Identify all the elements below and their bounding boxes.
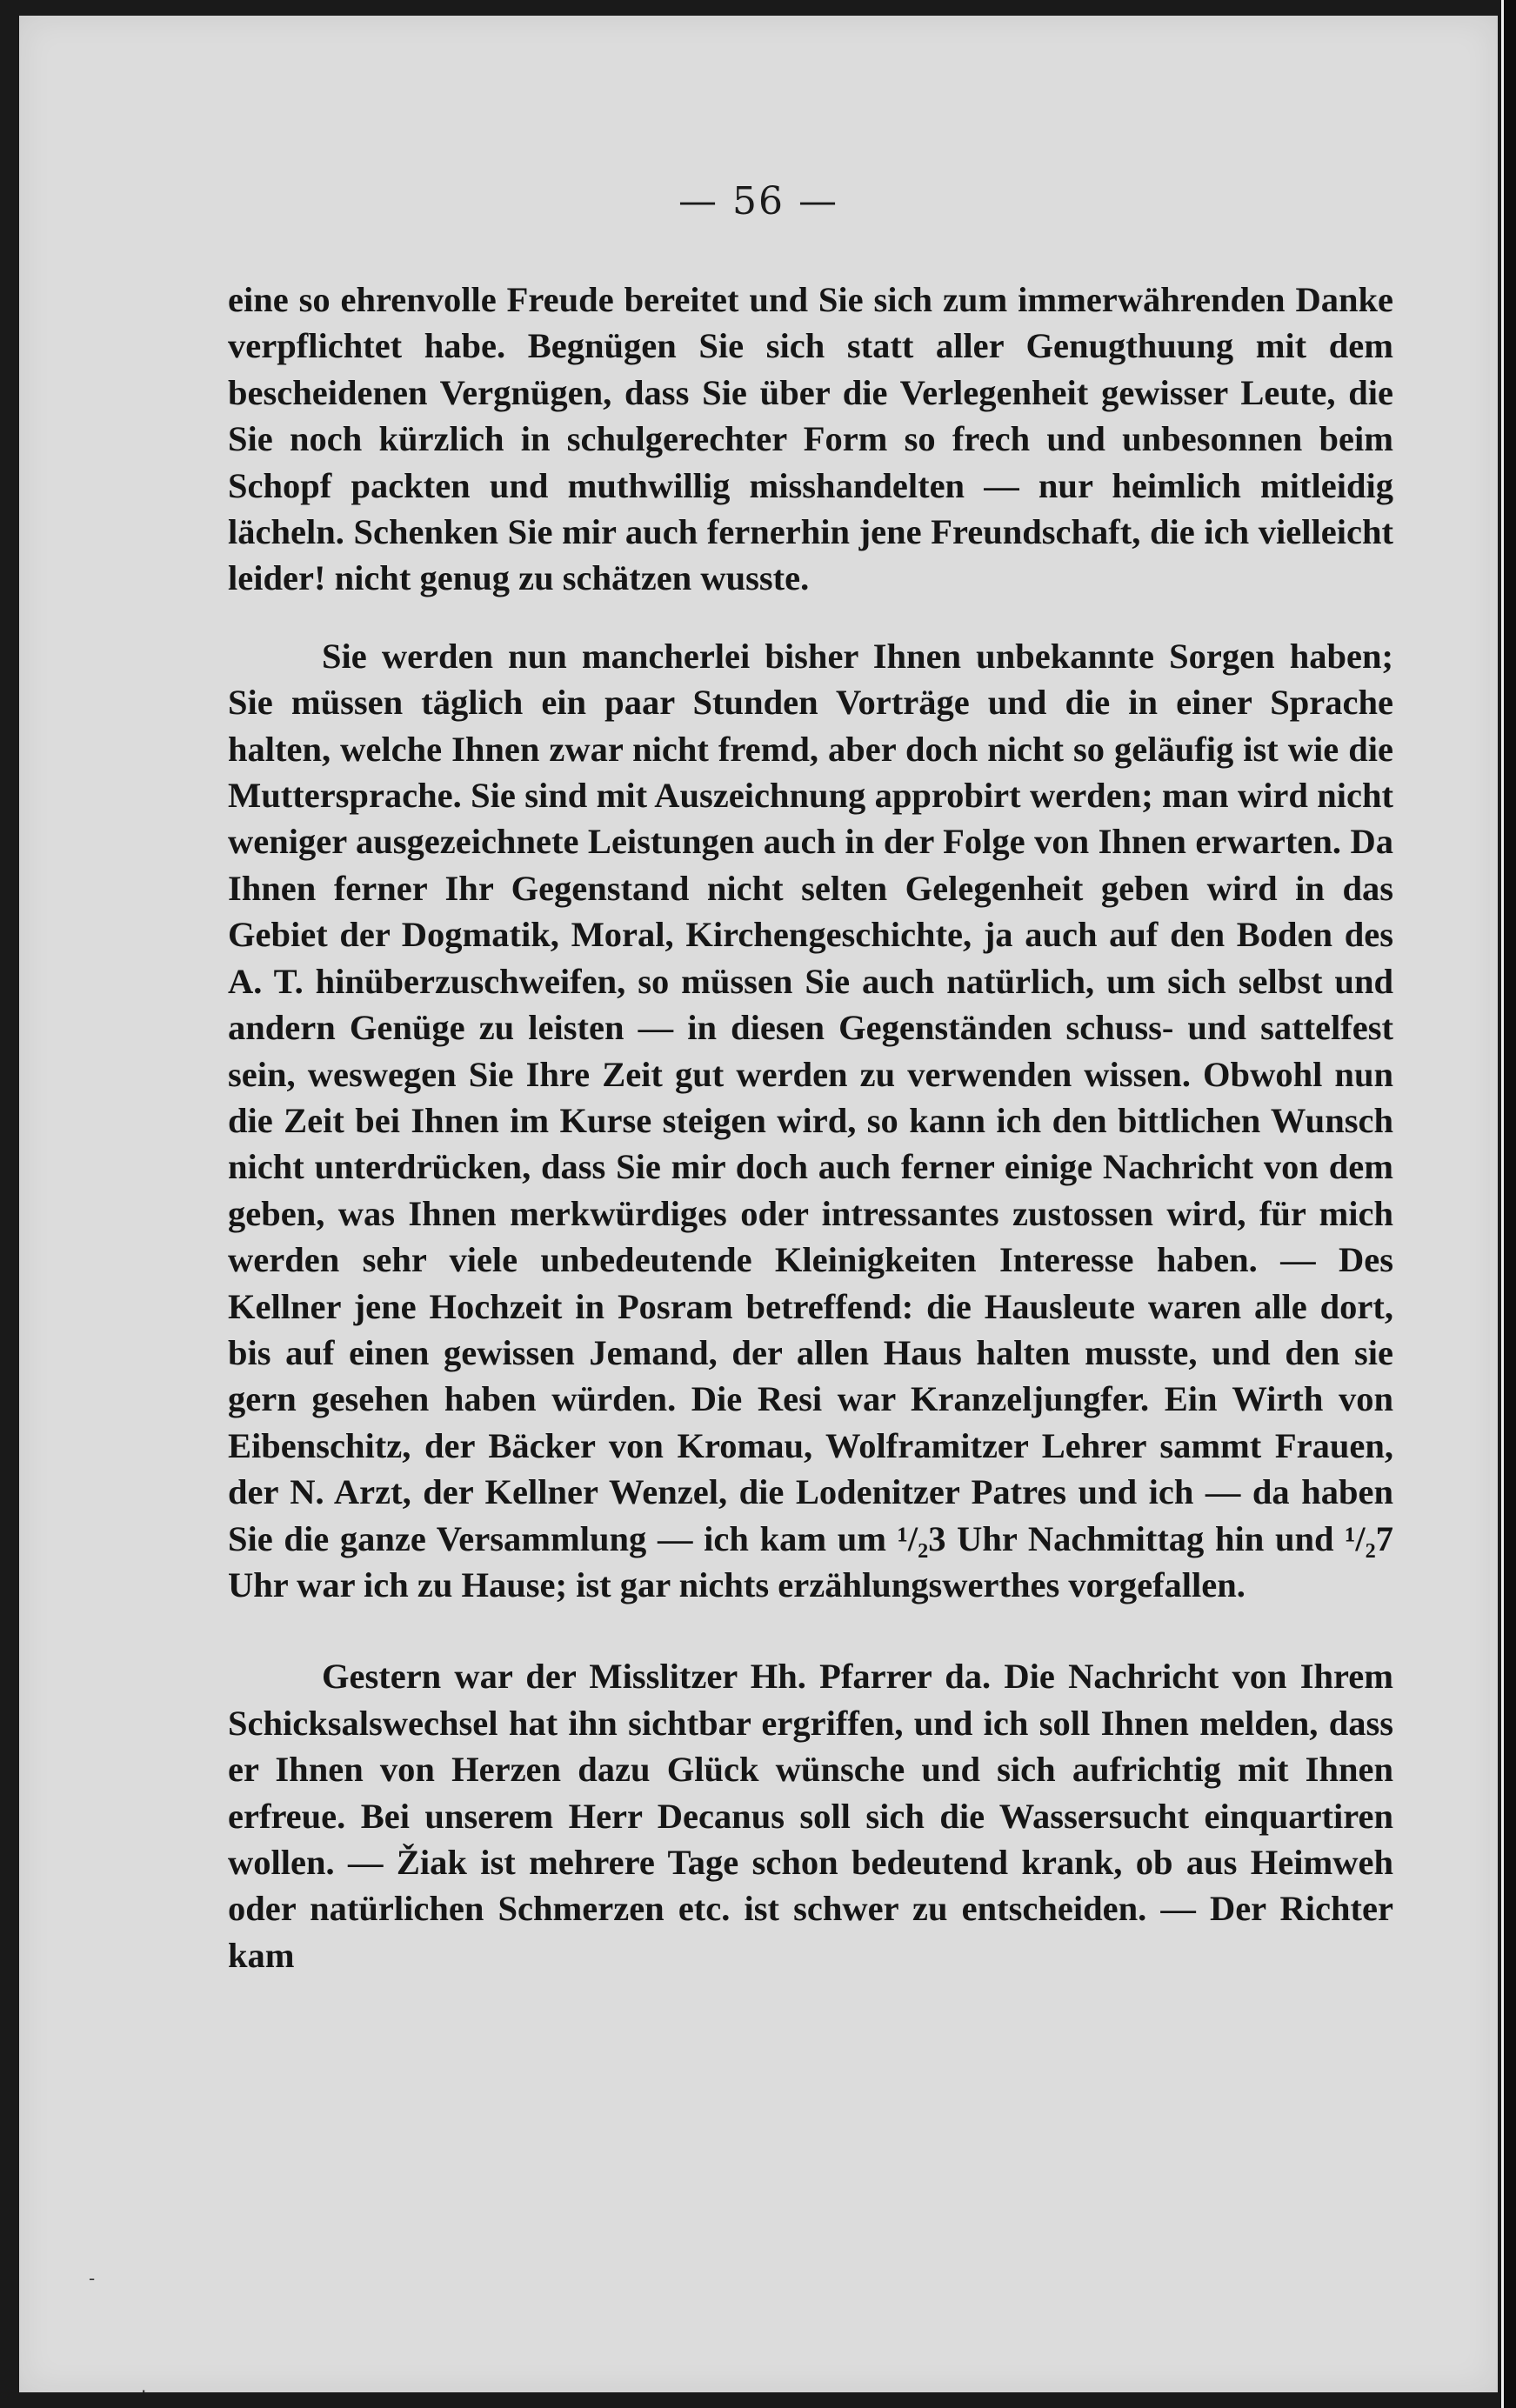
scan-edge [1501,0,1516,2408]
paragraph-2: Sie werden nun mancherlei bisher Ihnen unbekannte Sorgen haben; Sie müssen täglich ein paar Stunden Vorträge und die in einer Sprache halten, welche Ihnen zwar nicht fremd, aber doch nicht so geläufig ist wie die Muttersprache. Sie sind mit Auszeichnung approbirt werden; man wird nicht weniger ausgezeichnete Leistungen auch in der Folge von Ihnen erwarten. Da Ihnen ferner Ihr Gegenstand nicht selten Gelegenheit geben wird in das Gebiet der Dogmatik, Moral, Kirchengeschichte, ja auch auf den Boden des A. T. hinüberzuschweifen, so müssen Sie auch natürlich, um sich selbst und andern Genüge zu leisten — in diesen Gegenständen schuss- und sattelfest sein, weswegen Sie Ihre Zeit gut werden zu verwenden wissen. Obwohl nun die Zeit bei Ihnen im Kurse steigen wird, so kann ich den bittlichen Wunsch nicht unterdrücken, dass Sie mir doch auch ferner einige Nachricht von dem geben, was Ihnen merkwürdiges oder intressantes zustossen wird, für mich werden sehr viele unbedeutende Kleinigkeiten Interesse haben. — Des Kellner jene Hochzeit in Posram betreffend: die Hausleute waren alle dort, bis auf einen gewissen Jemand, der allen Haus halten musste, und den sie gern gesehen haben würden. Die Resi war Kranzeljungfer. Ein Wirth von Eibenschitz, der Bäcker von Kromau, Wolframitzer Lehrer sammt Frauen, der N. Arzt, der Kellner Wenzel, die Lodenitzer Patres und ich — da haben Sie die ganze Versammlung — ich kam um ¹/₂3 Uhr Nachmittag hin und ¹/₂7 Uhr war ich zu Hause; ist gar nichts erzählungswerthes vorgefallen. [228,636,1393,1604]
body-text [228,277,1393,1978]
scan-speck: - [89,2268,96,2289]
page-sheet [19,16,1498,2402]
page-number: — 56 — [678,179,838,223]
paragraph-3: Gestern war der Misslitzer Hh. Pfarrer da. Die Nachricht von Ihrem Schicksalswechsel hat ihn sichtbar ergriffen, und ich soll Ihnen melden, dass er Ihnen von Herzen dazu Glück wünsche und sich aufrichtig mit Ihnen erfreue. Bei unserem Herr Decanus soll sich die Wassersucht einquartiren wollen. — Žiak ist mehrere Tage schon bedeutend krank, ob aus Heimweh oder natürlichen Schmerzen etc. ist schwer zu entscheiden. — Der Richter kam [228,1657,1393,1975]
paragraph-1: eine so ehrenvolle Freude bereitet und Sie sich zum immerwährenden Danke verpflichtet habe. Begnügen Sie sich statt aller Genugthuung mit dem bescheidenen Vergnügen, dass Sie über die Verlegenheit gewisser Leute, die Sie noch kürzlich in schulgerechter Form so frech und unbesonnen beim Schopf packten und muthwillig misshandelten — nur heimlich mitleidig lächeln. Schenken Sie mir auch fernerhin jene Freundschaft, die ich vielleicht leider! nicht genug zu schätzen wusste. [228,280,1393,598]
scan-speck: · [141,2381,147,2402]
